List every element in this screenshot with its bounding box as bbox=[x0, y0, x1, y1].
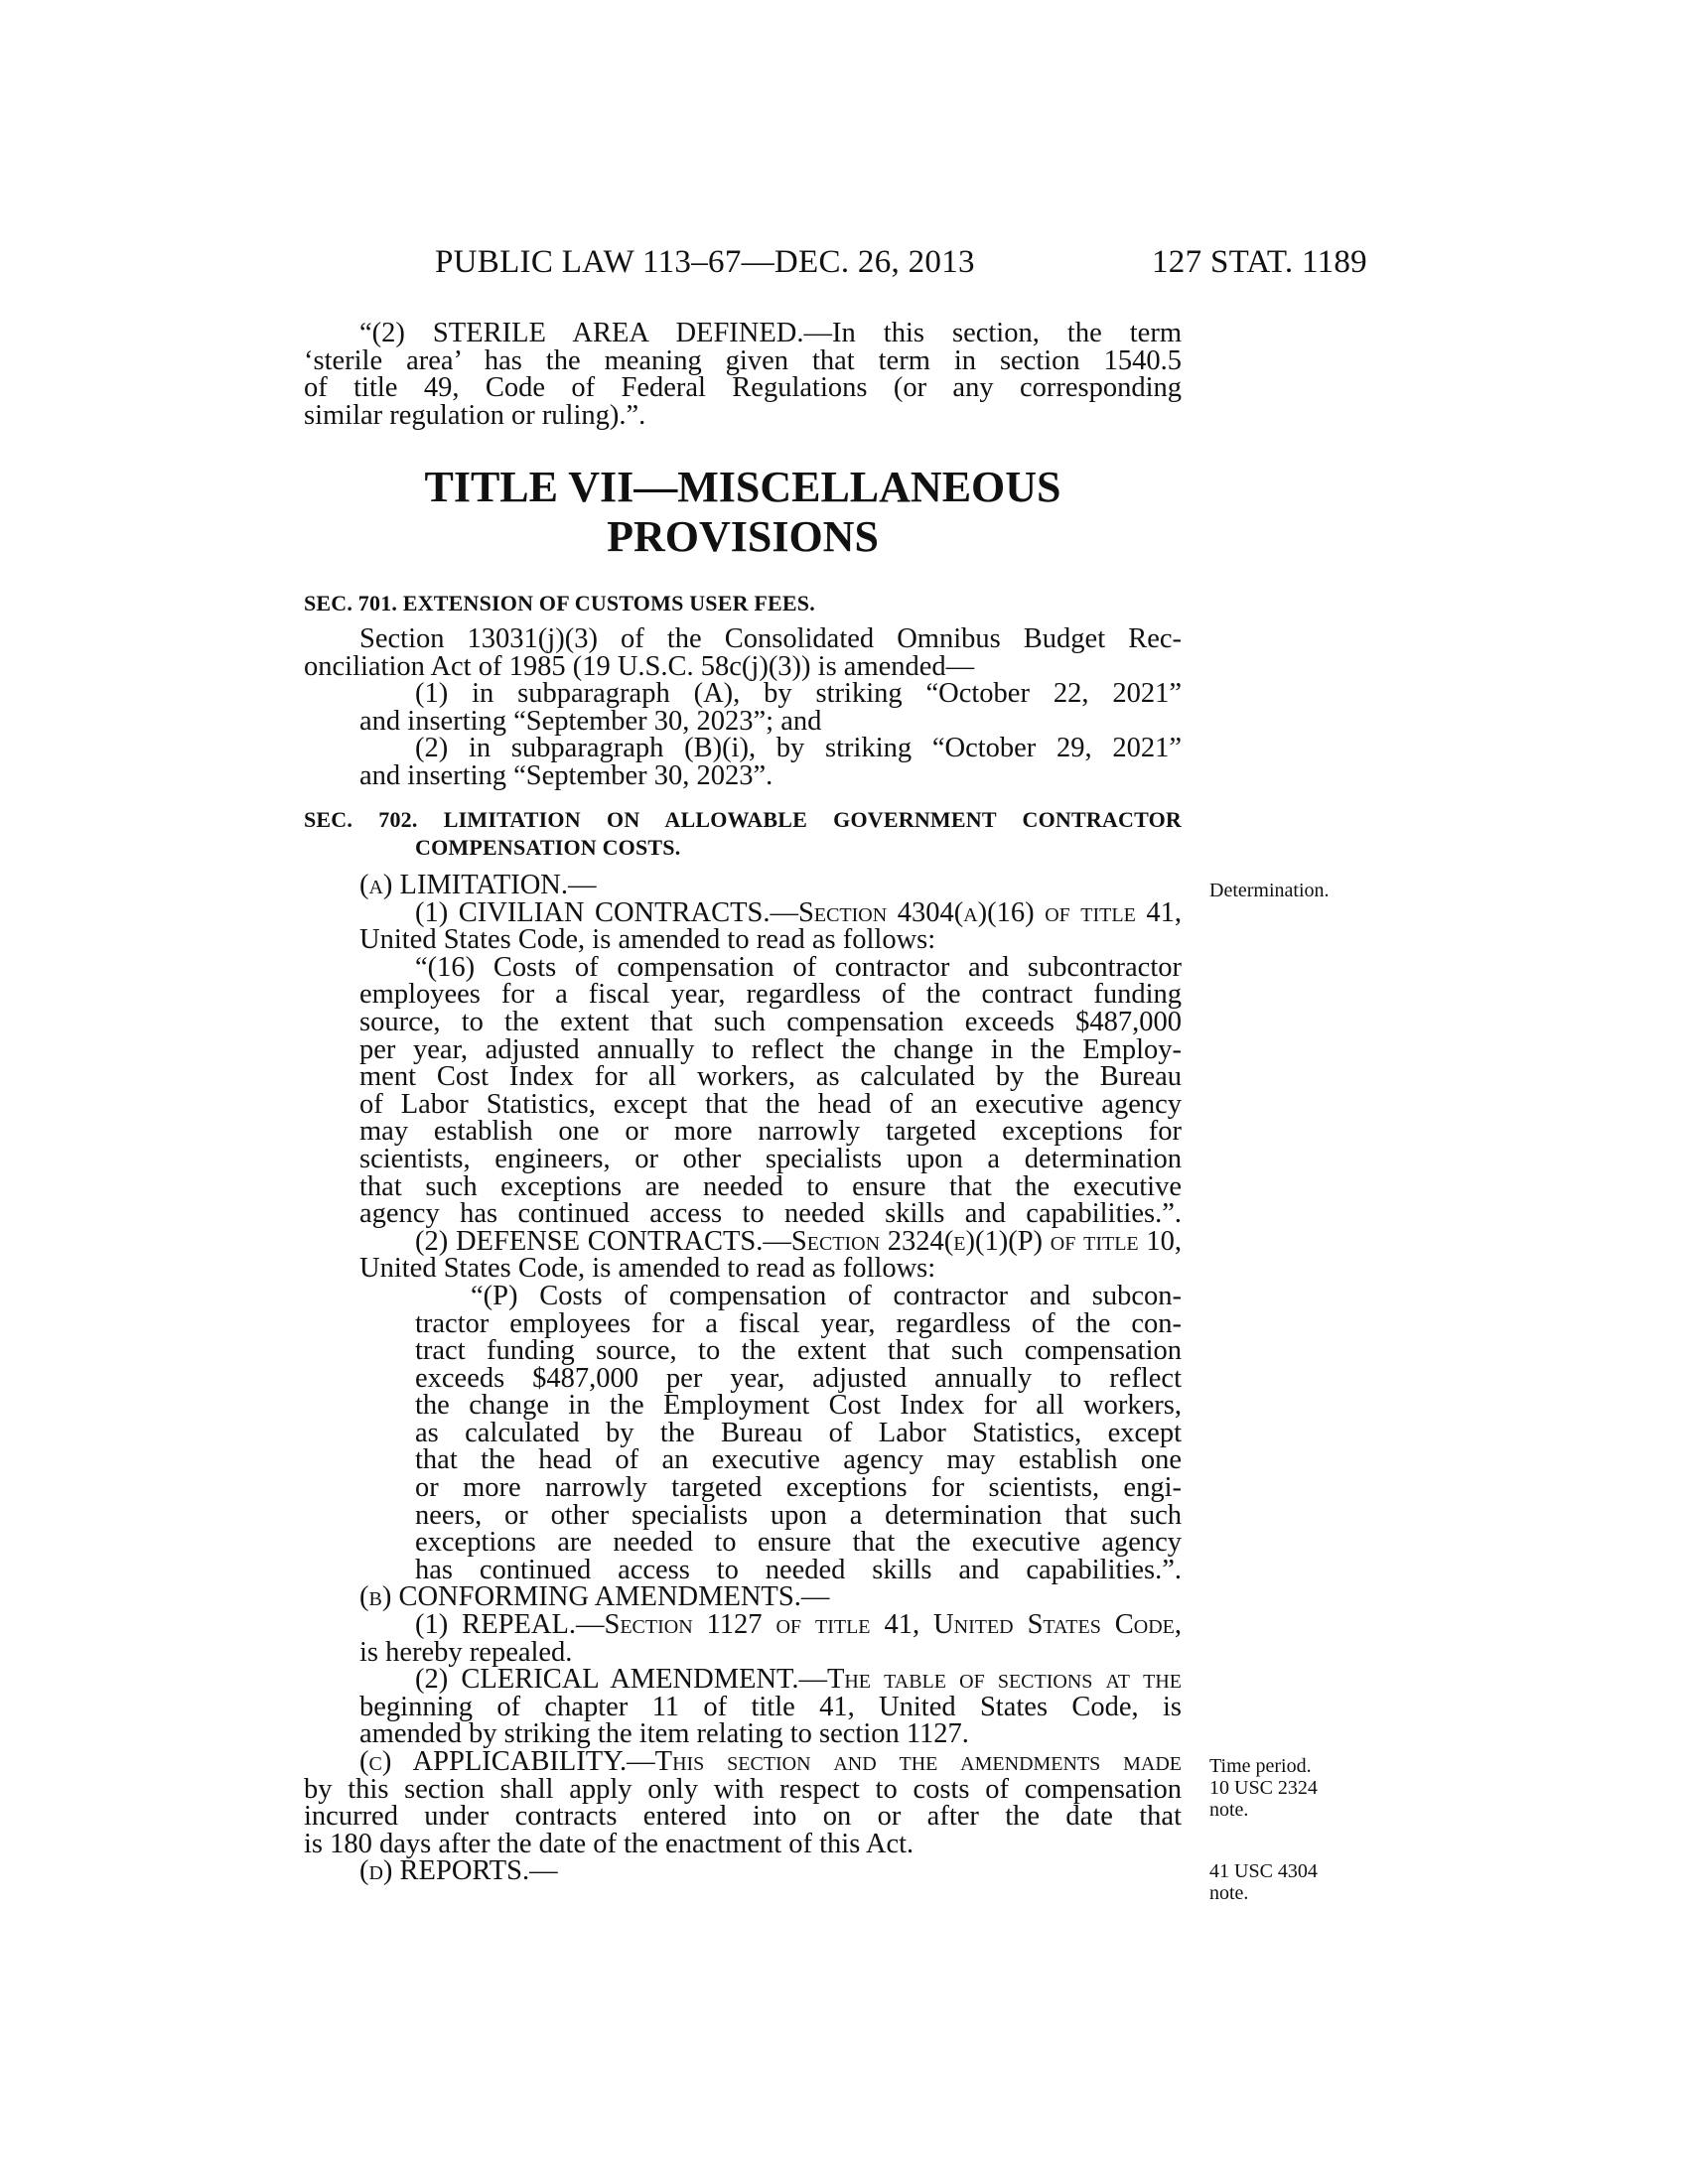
p-line: neers, or other specialists upon a determination that such bbox=[415, 1499, 1182, 1531]
a1-line: of Labor Statistics, except that the head of an executive agency bbox=[359, 1088, 1182, 1120]
a1-line: that such exceptions are needed to ensure that the executive bbox=[359, 1170, 1182, 1202]
sec701-line: and inserting “September 30, 2023”; and bbox=[359, 705, 822, 737]
a1-line: ment Cost Index for all workers, as calculated by the Bureau bbox=[359, 1061, 1182, 1093]
a1-line: agency has continued access to needed skills and capabilities.”. bbox=[359, 1198, 1182, 1230]
p-line: exceeds $487,000 per year, adjusted annually to reflect bbox=[415, 1362, 1182, 1394]
b-line: is hereby repealed. bbox=[359, 1636, 573, 1668]
margin-note-note: note. bbox=[1209, 1882, 1249, 1904]
subsection-b-heading: (b) CONFORMING AMENDMENTS.— bbox=[359, 1581, 830, 1613]
margin-note-usc-41-label: 41 USC 4304 bbox=[1209, 1860, 1318, 1882]
sec701-line: Section 13031(j)(3) of the Consolidated Omnibus Budget Rec- bbox=[359, 623, 1182, 654]
c-line: by this section shall apply only with respect to costs of compensation bbox=[304, 1773, 1182, 1805]
section-702-body bbox=[304, 872, 1182, 1885]
running-header-page: 127 STAT. 1189 bbox=[1152, 244, 1367, 280]
p-line: or more narrowly targeted exceptions for scientists, engi- bbox=[415, 1472, 1182, 1504]
carryover-line: similar regulation or ruling).”. bbox=[304, 399, 646, 431]
p-line: tractor employees for a fiscal year, regardless of the con- bbox=[415, 1307, 1182, 1339]
section-702-heading bbox=[304, 806, 1182, 861]
margin-note-note: note. bbox=[1209, 1799, 1249, 1821]
p-line: the change in the Employment Cost Index for all workers, bbox=[415, 1390, 1182, 1422]
c-line: (c) APPLICABILITY.—This section and the amendments made bbox=[359, 1746, 1182, 1777]
carryover-line: of title 49, Code of Federal Regulations (or any corresponding bbox=[304, 372, 1182, 404]
p-line: that the head of an executive agency may establish one bbox=[415, 1444, 1182, 1476]
title-line-1: TITLE VII—MISCELLANEOUS bbox=[424, 463, 1061, 511]
sec701-line: onciliation Act of 1985 (19 U.S.C. 58c(j)(3)) is amended— bbox=[304, 650, 975, 682]
p-line: “(P) Costs of compensation of contractor and subcon- bbox=[471, 1280, 1182, 1311]
a1-line: “(16) Costs of compensation of contractor and subcontractor bbox=[415, 951, 1182, 983]
a1-line: United States Code, is amended to read as follows: bbox=[359, 924, 936, 956]
p-line: exceptions are needed to ensure that the executive agency bbox=[415, 1527, 1182, 1559]
p-line: has continued access to needed skills and capabilities.”. bbox=[415, 1554, 1182, 1585]
section-701 bbox=[304, 590, 1182, 617]
b-line: (2) CLERICAL AMENDMENT.—The table of sections at the bbox=[415, 1664, 1182, 1696]
sec701-line: (1) in subparagraph (A), by striking “October 22, 2021” bbox=[415, 678, 1182, 710]
p-line: tract funding source, to the extent that such compensation bbox=[415, 1335, 1182, 1367]
margin-note-time-period bbox=[1209, 1755, 1358, 1821]
a2-line: (2) DEFENSE CONTRACTS.—Section 2324(e)(1)(P) of title 10, bbox=[415, 1225, 1182, 1257]
margin-note-usc-10: 10 USC 2324 bbox=[1209, 1777, 1318, 1799]
p-line: as calculated by the Bureau of Labor Statistics, except bbox=[415, 1417, 1182, 1448]
sec701-line: and inserting “September 30, 2023”. bbox=[359, 759, 774, 791]
c-line: is 180 days after the date of the enactment of this Act. bbox=[304, 1828, 914, 1859]
a1-line: (1) CIVILIAN CONTRACTS.—Section 4304(a)(16) of title 41, bbox=[415, 896, 1182, 928]
section-702-heading-line-1: SEC. 702. LIMITATION ON ALLOWABLE GOVERNMENT CONTRACTOR bbox=[304, 807, 1182, 832]
c-line: incurred under contracts entered into on or after the date that bbox=[304, 1801, 1182, 1833]
margin-note-usc-41 bbox=[1209, 1860, 1358, 1904]
subsection-d-heading: (d) REPORTS.— bbox=[359, 1855, 558, 1887]
subsection-a-heading: (a) LIMITATION.— bbox=[359, 870, 597, 900]
a1-line: may establish one or more narrowly targeted exceptions for bbox=[359, 1116, 1182, 1148]
title-line-2: PROVISIONS bbox=[607, 512, 879, 561]
carryover-paragraph bbox=[304, 320, 1182, 429]
section-701-heading: SEC. 701. EXTENSION OF CUSTOMS USER FEES. bbox=[304, 591, 815, 615]
section-701-body bbox=[304, 625, 1182, 790]
a1-line: per year, adjusted annually to reflect the change in the Employ- bbox=[359, 1033, 1182, 1065]
carryover-line: ‘sterile area’ has the meaning given that term in section 1540.5 bbox=[304, 344, 1182, 376]
title-heading bbox=[304, 463, 1182, 562]
carryover-line: “(2) STERILE AREA DEFINED.—In this section, the term bbox=[359, 318, 1182, 348]
b-line: amended by striking the item relating to section 1127. bbox=[359, 1718, 969, 1750]
running-header-law: PUBLIC LAW 113–67—DEC. 26, 2013 bbox=[435, 244, 975, 280]
sec701-line: (2) in subparagraph (B)(i), by striking “October 29, 2021” bbox=[415, 733, 1182, 764]
b-line: beginning of chapter 11 of title 41, United States Code, is bbox=[359, 1691, 1182, 1722]
section-702-heading-line-2: COMPENSATION COSTS. bbox=[415, 834, 681, 860]
a1-line: employees for a fiscal year, regardless of the contract funding bbox=[359, 979, 1182, 1011]
margin-note-time-period-label: Time period. bbox=[1209, 1755, 1312, 1777]
a1-line: scientists, engineers, or other specialists upon a determination bbox=[359, 1143, 1182, 1174]
a2-line: United States Code, is amended to read as follows: bbox=[359, 1253, 936, 1285]
margin-note-determination: Determination. bbox=[1209, 880, 1330, 901]
a1-line: source, to the extent that such compensation exceeds $487,000 bbox=[359, 1006, 1182, 1037]
b-line: (1) REPEAL.—Section 1127 of title 41, United States Code, bbox=[415, 1609, 1182, 1641]
